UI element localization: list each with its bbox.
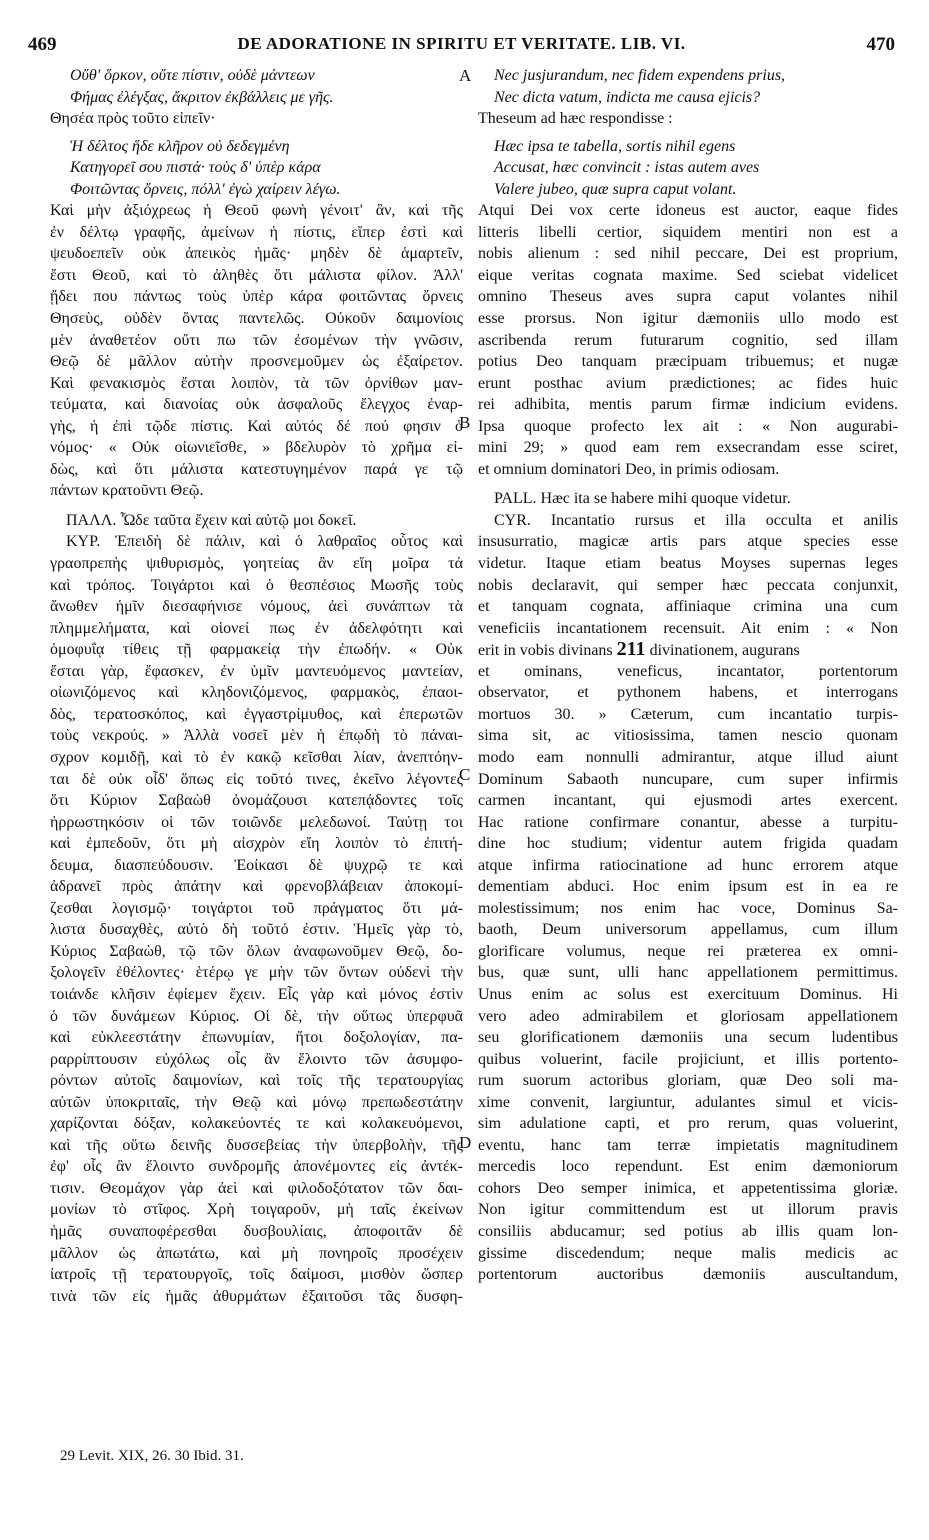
latin-text-line: molestissimum; nos enim hac voce, Dominus Sa- bbox=[478, 899, 898, 917]
latin-text-line: gissime discedendum; neque malis medicis ac bbox=[478, 1244, 898, 1262]
latin-speaker-line: PALL. Hæc ita se habere mihi quoque videtur. bbox=[494, 490, 791, 508]
latin-text-line: eventu, hanc tam terræ impietatis magnitudinem bbox=[478, 1136, 898, 1154]
latin-text-line: et ominans, veneficus, incantator, portentorum bbox=[478, 662, 898, 680]
greek-text-line: ἰατροῖς τῇ τερατουργοῖς, τοῖς δαίμοσι, μισθὸν ὥσπερ bbox=[50, 1266, 463, 1284]
latin-column bbox=[478, 65, 898, 1286]
greek-text-line: Καὶ φενακισμὸς ἔσται λοιπὸν, τὰ τῶν ὀρνίθων μαν- bbox=[50, 374, 463, 392]
greek-text-line: Κύριος Σαβαὼθ, τῷ τῶν ὅλων ἀναφωνοῦμεν Θεῷ, δο- bbox=[50, 942, 463, 960]
greek-text-line: γὴς, ἡ ἐπὶ τῷδε πίστις. Καὶ αὐτός δέ πού φησιν ὁ bbox=[50, 417, 463, 435]
latin-text-line: videtur. Itaque etiam beatus Moyses supernas leges bbox=[478, 555, 898, 573]
latin-text-line: bus, quæ sunt, ulli hanc appellationem permittimus. bbox=[478, 964, 898, 982]
latin-text-line: mercedis loco rependunt. Est enim dæmoniorum bbox=[478, 1158, 898, 1176]
greek-verse-line: Ἡ δέλτος ἥδε κλῆρον οὐ δεδεγμένη bbox=[70, 137, 290, 155]
greek-text-line: Θησεὺς, οὐδὲν ὄντας παντελῶς. Οὐκοῦν δαιμονίοις bbox=[50, 310, 463, 328]
latin-text-line: mortuos 30. » Cæterum, cum incantatio turpis- bbox=[478, 705, 898, 723]
latin-text-line: et omnium dominatori Deo, in primis odiosam. bbox=[478, 460, 780, 478]
greek-text-line: μᾶλλον ὡς ἀπωτάτω, καὶ μὴ πονηροῖς προσέχειν bbox=[50, 1244, 463, 1262]
greek-speaker-line: ΠΑΛΛ. Ὧδε ταῦτα ἔχειν καὶ αὐτῷ μοι δοκεῖ. bbox=[66, 511, 357, 529]
greek-text-line: λιστα δυσαχθὲς, αὐτὸ δὴ τοῦτό ἐστιν. Ἡμεῖς γὰρ τὸ, bbox=[50, 921, 463, 939]
running-title: DE ADORATIONE IN SPIRITU ET VERITATE. LIB. VI. bbox=[237, 34, 686, 53]
greek-text-line: ὅτι Κύριον Σαβαὼθ ὀνομάζουσι κατεπᾴδοντες τοῖς bbox=[50, 792, 463, 810]
greek-text-line: ρόντων αὐτοῖς δαιμονίων, καὶ τοῖς τῆς τερατουργίας bbox=[50, 1072, 463, 1090]
greek-text-line: Θεῷ δὲ μᾶλλον αὐτὴν προσνεμοῦμεν ὡς ἐξαίρετον. bbox=[50, 353, 463, 371]
footnotes: 29 Levit. XIX, 26. 30 Ibid. 31. bbox=[60, 1448, 244, 1464]
greek-text-line: ξολογεῖν ἐθέλοντες· ἑτέρῳ γε μὴν τῶν ὄντων οὐδενὶ τὴν bbox=[50, 964, 463, 982]
latin-text-line: nobis declaravit, qui semper hæc peccata conjunxit, bbox=[478, 576, 898, 594]
margin-letter-c: C bbox=[459, 765, 471, 784]
greek-text-line: τοὺς νεκρούς. » Ἀλλὰ νοσεῖ μὲν ἡ ἐπῳδὴ τὸ πάναι- bbox=[50, 727, 463, 745]
latin-text-line: dine hoc studium; videntur autem frigida quadam bbox=[478, 835, 898, 853]
greek-text-line: ἔστι Θεοῦ, καὶ τὸ ἀληθὲς ὅτι μάλιστα φίλον. Ἀλλ' bbox=[50, 266, 463, 284]
latin-text-line: Hac ratione confirmare conantur, abesse a turpitu- bbox=[478, 813, 898, 831]
latin-text-line: sim adulatione capti, et pro rerum, quas voluerint, bbox=[478, 1115, 898, 1133]
latin-text-line: modo eam nonnulli admirantur, atque illud aiunt bbox=[478, 748, 898, 766]
latin-text-line: vero adeo admirabilem et gloriosam appellationem bbox=[478, 1007, 898, 1025]
greek-text-line: ἐν δέλτῳ γραφῆς, ἀμείνων ἡ πίστις, εἴπερ ἐστὶ καὶ bbox=[50, 223, 463, 241]
latin-text-line: et tanquam cognata, affiniaque crimina una cum bbox=[478, 598, 898, 616]
greek-text-line: τισιν. Θεομάχον γὰρ ἀεὶ καὶ φιλοδοξότατον τῶν δαι- bbox=[50, 1179, 463, 1197]
latin-text-line: consiliis abducamur; sed potius ab illis quam lon- bbox=[478, 1222, 898, 1240]
greek-text-line: ἠρρωστηκόσιν οἱ τῶν τοιῶνδε μελεδωνοί. Ταύτῃ τοι bbox=[50, 813, 463, 831]
greek-text-line: σχρον κομιδῇ, καὶ τὸ ἐν κακῷ κεῖσθαι λίαν, ἀνεπτόην- bbox=[50, 748, 463, 766]
margin-letter-a: A bbox=[459, 66, 472, 85]
latin-verse-line: Accusat, hæc convincit : istas autem aves bbox=[494, 159, 760, 177]
latin-text-line: ascribenda rerum futurarum cognitio, sed illam bbox=[478, 331, 898, 349]
latin-text-line: cohors Deo semper inimica, et appetentissima gloriæ. bbox=[478, 1179, 898, 1197]
latin-text-line: seu glorificationem dæmoniis una secum ludentibus bbox=[478, 1029, 898, 1047]
latin-text-line: eique veritas cognata maxime. Sed sciebat videlicet bbox=[478, 266, 898, 284]
greek-text-line: ᾔδει που πάντως τοὺς ὑπὲρ κάρα φοιτῶντας ὄρνεις bbox=[50, 288, 463, 306]
greek-text-line: ψευδοεπεῖν οὐκ ἀπεικὸς ἡμᾶς· μηδὲν δὲ ἁμαρτεῖν, bbox=[50, 245, 463, 263]
latin-text-line: omnino Theseus aves supra caput volantes nihil bbox=[478, 288, 898, 306]
page-number-right: 470 bbox=[866, 34, 895, 55]
latin-text-line: baoth, Deum universorum appellamus, cum illum bbox=[478, 921, 898, 939]
latin-text-line: potius Deo tanquam præcipuam tribuemus; et nugæ bbox=[478, 353, 898, 371]
greek-text-line: πάντων κρατοῦντι Θεῷ. bbox=[50, 482, 204, 500]
greek-text-line: ἄνωθεν ἡμῖν διεσαφήνισε νόμους, ἀεὶ συνάπτων τὰ bbox=[50, 598, 463, 616]
greek-text-line: νόμος· « Οὐκ οἰωνιεῖσθε, » βδελυρὸν τὸ χρῆμα εἰ- bbox=[50, 439, 463, 457]
latin-text-line: esse prorsus. Non igitur dæmoniis ullo modo est bbox=[478, 310, 898, 328]
latin-text-line: dementiam abduci. Hoc enim ipsum est in ea re bbox=[478, 878, 898, 896]
greek-text-line: ἀδρανεῖ πρὸς ἀπάτην καὶ φρενοβλάβειαν ἀποκομί- bbox=[50, 878, 463, 896]
greek-column bbox=[50, 65, 463, 1307]
latin-text-line: carmen incantant, qui ejusmodi artes exercent. bbox=[478, 792, 898, 810]
latin-text-line: Unus enim ac solus est exercituum Dominus. Hi bbox=[478, 985, 898, 1003]
latin-text-line: mini 29; » quod eam rem exsecrandam esse sciret, bbox=[478, 439, 898, 457]
page-number-left: 469 bbox=[28, 34, 57, 55]
greek-text-line: καὶ τῆς οὕτω δεινῆς δυσσεβείας τὴν ὑπερβολὴν, τῆς bbox=[50, 1136, 463, 1154]
latin-speaker-line: CYR. Incantatio rursus et illa occulta et anilis bbox=[494, 511, 898, 529]
latin-text-line: atque infirma ratiocinatione ad hunc errorem atque bbox=[478, 856, 898, 874]
latin-verse-line: Valere jubeo, quæ supra caput volant. bbox=[494, 180, 737, 198]
greek-text-line: χαρίζονται δόξαν, κολακεύοντές τε καὶ κολακευόμενοι, bbox=[50, 1115, 463, 1133]
greek-text-line: γραοπρεπὴς ψιθυρισμὸς, γοητείας ἂν εἴη μοῖρα τά bbox=[50, 555, 463, 573]
latin-verse-line: Nec dicta vatum, indicta me causa ejicis? bbox=[494, 88, 761, 106]
latin-text-line: erunt posthac avium prædictiones; ac fides huic bbox=[478, 374, 898, 392]
latin-text-line: Theseum ad hæc respondisse : bbox=[478, 110, 673, 128]
greek-verse-line: Κατηγορεῖ σου πιστά· τοὺς δ' ὑπὲρ κάρα bbox=[70, 159, 321, 177]
latin-text-line: rum suorum actoribus gloriam, quæ Deo soli ma- bbox=[478, 1072, 898, 1090]
greek-text-line: μὲν ἀναθετέον οὔτι πω τῶν ἐσομένων τὴν γνῶσιν, bbox=[50, 331, 463, 349]
latin-text-line: Ipsa quoque profecto lex ait : « Non augurabi- bbox=[478, 417, 898, 435]
latin-text-line: Non igitur committendum est ut illorum pravis bbox=[478, 1201, 898, 1219]
latin-inline-text: erit in vobis divinans bbox=[478, 642, 613, 660]
latin-text-line: Dominum Sabaoth nuncupare, cum super infirmis bbox=[478, 770, 898, 788]
latin-text-line: litteris libelli certior, siquidem mentiri non est a bbox=[478, 223, 898, 241]
inline-page-number: 211 bbox=[616, 638, 646, 661]
greek-text-line: καὶ τρόπος. Τοιγάρτοι καὶ ὁ θεσπέσιος Μωσῆς τοὺς bbox=[50, 576, 463, 594]
greek-text-line: μονίων τὸ στῖφος. Χρὴ τοιγαροῦν, μὴ ταῖς ἐκείνων bbox=[50, 1201, 463, 1219]
greek-text-line: πλημμελήματα, καὶ οἱονεί πως ἐν ἀδελφότητι καὶ bbox=[50, 619, 463, 637]
greek-text-line: Καὶ μὴν ἀξιόχρεως ἡ Θεοῦ φωνὴ γένοιτ' ἂν, καὶ τῆς bbox=[50, 202, 463, 220]
greek-text-line: τεύματα, καὶ διανοίας οὐκ ἀσφαλοῦς ἔλεγχος ἐναρ- bbox=[50, 396, 463, 414]
latin-text-line: Atqui Dei vox certe idoneus est auctor, eaque fides bbox=[478, 202, 898, 220]
greek-text-line: ἡμᾶς συναποφέρεσθαι δυσβουλίαις, ἀποφοιτᾶν δὲ bbox=[50, 1222, 463, 1240]
latin-text-line: rei adhibita, mentis parum firmæ indicium evidens. bbox=[478, 396, 898, 414]
margin-letter-b: B bbox=[459, 413, 471, 432]
latin-text-line: glorificare volumus, neque rei præterea ex omni- bbox=[478, 942, 898, 960]
running-header bbox=[28, 34, 895, 58]
greek-text-line: δὼς, καὶ ὅτι μάλιστα κατεστυγημένον παρά γε τῷ bbox=[50, 460, 463, 478]
greek-text-line: τοιάνδε κλῆσιν ἐφίεμεν ἔχειν. Εἷς γὰρ καὶ μόνος ἐστὶν bbox=[50, 985, 463, 1003]
latin-inline-text: divinationem, augurans bbox=[649, 642, 800, 660]
greek-text-line: ραρρίπτουσιν εὐχόλως οἷς ἂν ἕλοιντο τῶν ἀσυμφο- bbox=[50, 1050, 463, 1068]
greek-text-line: ἔσται γὰρ, ἔφασκεν, ἐν ὑμῖν μαντευόμενος μαντείαν, bbox=[50, 662, 463, 680]
greek-text-line: τινὰ τῶν εἰς ἡμᾶς ἀθυρμάτων ἐξαιτοῦσι τᾶς δυσφη- bbox=[50, 1287, 463, 1305]
greek-verse-line: Οὔθ' ὅρκον, οὔτε πίστιν, οὐδὲ μάντεων bbox=[70, 67, 315, 84]
latin-text-line: nobis alienum : sed nihil peccare, Dei est proprium, bbox=[478, 245, 898, 263]
latin-text-line: xime convenit, largiuntur, adulantes simul et vicis- bbox=[478, 1093, 898, 1111]
latin-verse-line: Hæc ipsa te tabella, sortis nihil egens bbox=[494, 137, 736, 155]
greek-text-line: ζεσθαι λογισμῷ· τοιγάρτοι τοῦ πράγματος ὅτι μά- bbox=[50, 899, 463, 917]
latin-text-line: portentorum auctoribus dæmoniis auscultandum, bbox=[478, 1266, 898, 1284]
greek-text-line: αὐτῶν ὑποκριταῖς, τὴν Θεῷ καὶ μόνῳ πρεπωδεστάτην bbox=[50, 1093, 463, 1111]
latin-text-line-with-page-number bbox=[478, 639, 898, 661]
latin-text-line: observator, et pythonem habens, et interrogans bbox=[478, 684, 898, 702]
greek-text-line: ἐφ' οἷς ἂν ἕλοιντο συνδρομῆς ἀπονέμοντες εἰς ἀντέκ- bbox=[50, 1158, 463, 1176]
greek-speaker-line: ΚΥΡ. Ἐπειδὴ δὲ πάλιν, καὶ ὁ λαθραῖος οὗτος καὶ bbox=[66, 533, 463, 551]
latin-text-line: veneficiis incantationem recensuit. Ait enim : « Non bbox=[478, 619, 898, 637]
greek-text-line: ὁ τῶν δυνάμεων Κύριος. Οἱ δὲ, τὴν οὕτως ὑπερφυᾶ bbox=[50, 1007, 463, 1025]
latin-text-line: insusurratio, magicæ artis pars atque species esse bbox=[478, 533, 898, 551]
greek-text-line: δευμα, διασπεύδουσιν. Ἐοίκασι δὲ ψυχρῷ τε καὶ bbox=[50, 856, 463, 874]
greek-verse-line: Φοιτῶντας ὄρνεις, πόλλ' ἐγὼ χαίρειν λέγω. bbox=[70, 180, 341, 198]
latin-text-line: sima sit, ac vitiosissima, tamen nescio quonam bbox=[478, 727, 898, 745]
greek-text-line: Θησέα πρὸς τοῦτο εἰπεῖν· bbox=[50, 110, 216, 128]
margin-letter-d: D bbox=[459, 1133, 472, 1152]
greek-text-line: καὶ ἐμπεδοῦν, ὅτι μὴ αἰσχρὸν εἴη λοιπὸν τὸ ἐπιτή- bbox=[50, 835, 463, 853]
greek-verse-line: Φήμας ἐλέγξας, ἄκριτον ἐκβάλλεις με γῆς. bbox=[70, 88, 334, 106]
greek-text-line: ται δὲ οὐκ οἶδ' ὅπως εἰς τοῦτό τινες, ἐκεῖνο λέγοντες bbox=[50, 770, 463, 788]
latin-verse-line: Nec jusjurandum, nec fidem expendens prius, bbox=[494, 67, 786, 84]
greek-text-line: οἰωνιζόμενος καὶ κληδονιζόμενος, φαρμακὸς, ἐπαοι- bbox=[50, 684, 463, 702]
greek-text-line: ὁμοφυΐᾳ τίθεις τῇ φαρμακείᾳ τὴν ἐπωδήν. « Οὐκ bbox=[50, 641, 463, 659]
latin-text-line: quibus voluerint, facile projiciunt, et illis portento- bbox=[478, 1050, 898, 1068]
greek-text-line: καὶ εὐκλεεστάτην ἐπωνυμίαν, ἤτοι δοξολογίαν, πα- bbox=[50, 1029, 463, 1047]
greek-text-line: δὸς, τερατοσκόπος, καὶ ἐγγαστρίμυθος, καὶ ἐπερωτῶν bbox=[50, 705, 463, 723]
